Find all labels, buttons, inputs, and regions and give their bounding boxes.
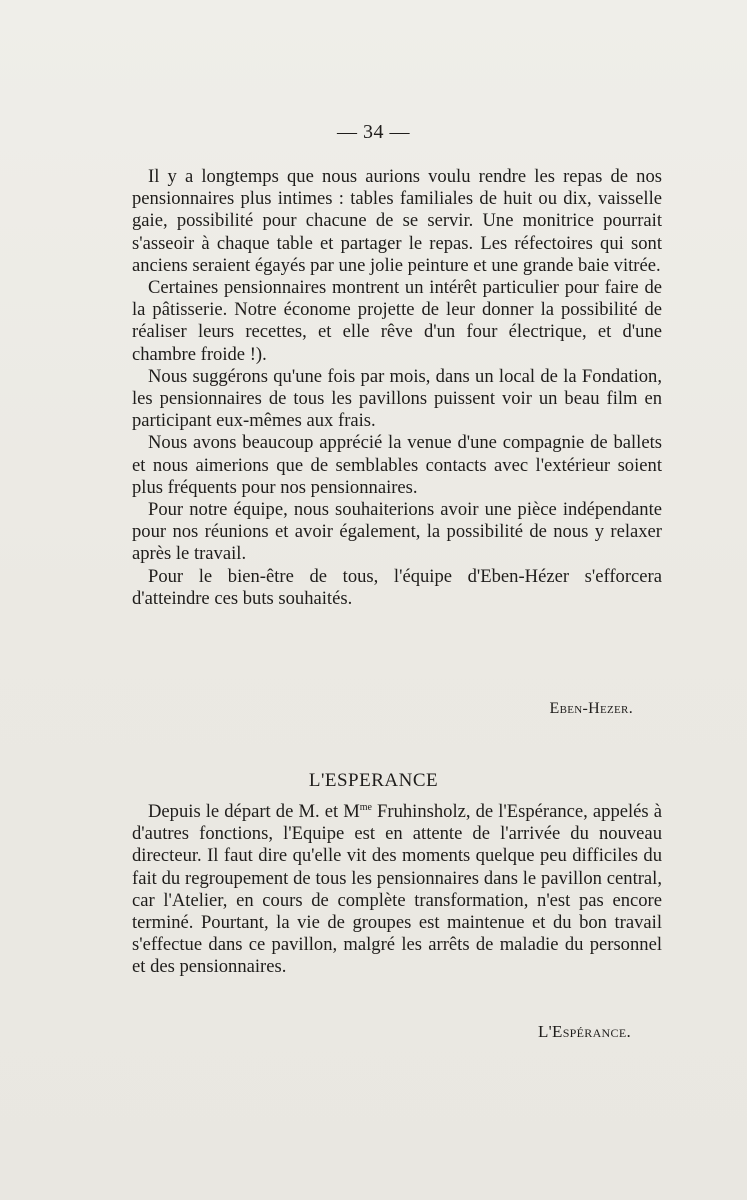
paragraph: Certaines pensionnaires montrent un intérêt particulier pour faire de la pâtisserie. Notre économe projette de leur donner la possibilité de réaliser leurs recettes, et elle rêve d'un four électrique, et d'une chambre froide !).	[132, 277, 662, 365]
signature-eben-hezer: Eben-Hezer.	[549, 700, 633, 717]
eben-hezer-section	[132, 166, 662, 610]
paragraph: Nous avons beaucoup apprécié la venue d'une compagnie de ballets et nous aimerions que de semblables contacts avec l'extérieur soient plus fréquents pour nos pensionnaires.	[132, 432, 662, 498]
paragraph: Il y a longtemps que nous aurions voulu rendre les repas de nos pensionnaires plus intimes : tables familiales de huit ou dix, vaisselle gaie, possibilité pour chacune de se servir. Une monitrice pourrait s'asseoir à chaque table et partager le repas. Les réfectoires qui sont anciens seraient égayés par une jolie peinture et une grande baie vitrée.	[132, 166, 662, 276]
paragraph: Nous suggérons qu'une fois par mois, dans un local de la Fondation, les pensionnaires de tous les pavillons puissent voir un beau film en participant eux-mêmes aux frais.	[132, 365, 662, 432]
paragraph-text-rest: Fruhinsholz, de l'Espérance, appelés à d'autres fonctions, l'Equipe est en attente de l'arrivée du nouveau directeur. Il faut dire qu'elle vit des moments quelque peu difficiles du fait du regroupement de tous les pensionnaires dans le pavillon central, car l'Atelier, en cours de complète transformation, n'est pas encore terminé. Pourtant, la vie de groupes est maintenue et du bon travail s'effectue dans ce pavillon, malgré les arrêts de maladie du personnel et des pensionnaires.	[132, 801, 662, 978]
section-title: L'ESPERANCE	[308, 770, 439, 791]
paragraph: Pour le bien-être de tous, l'équipe d'Eben-Hézer s'efforcera d'atteindre ces buts souhaités.	[132, 565, 662, 609]
signature-esperance: L'Espérance.	[537, 1022, 631, 1041]
paragraph	[132, 801, 662, 979]
page-number: — 34 —	[337, 121, 410, 143]
esperance-section	[132, 801, 662, 979]
paragraph: Pour notre équipe, nous souhaiterions avoir une pièce indépendante pour nos réunions et avoir également, la possibilité de nous y relaxer après le travail.	[132, 499, 662, 565]
paragraph-text-start: Depuis le départ de M. et M	[148, 801, 360, 822]
superscript-abbrev: me	[359, 802, 372, 813]
